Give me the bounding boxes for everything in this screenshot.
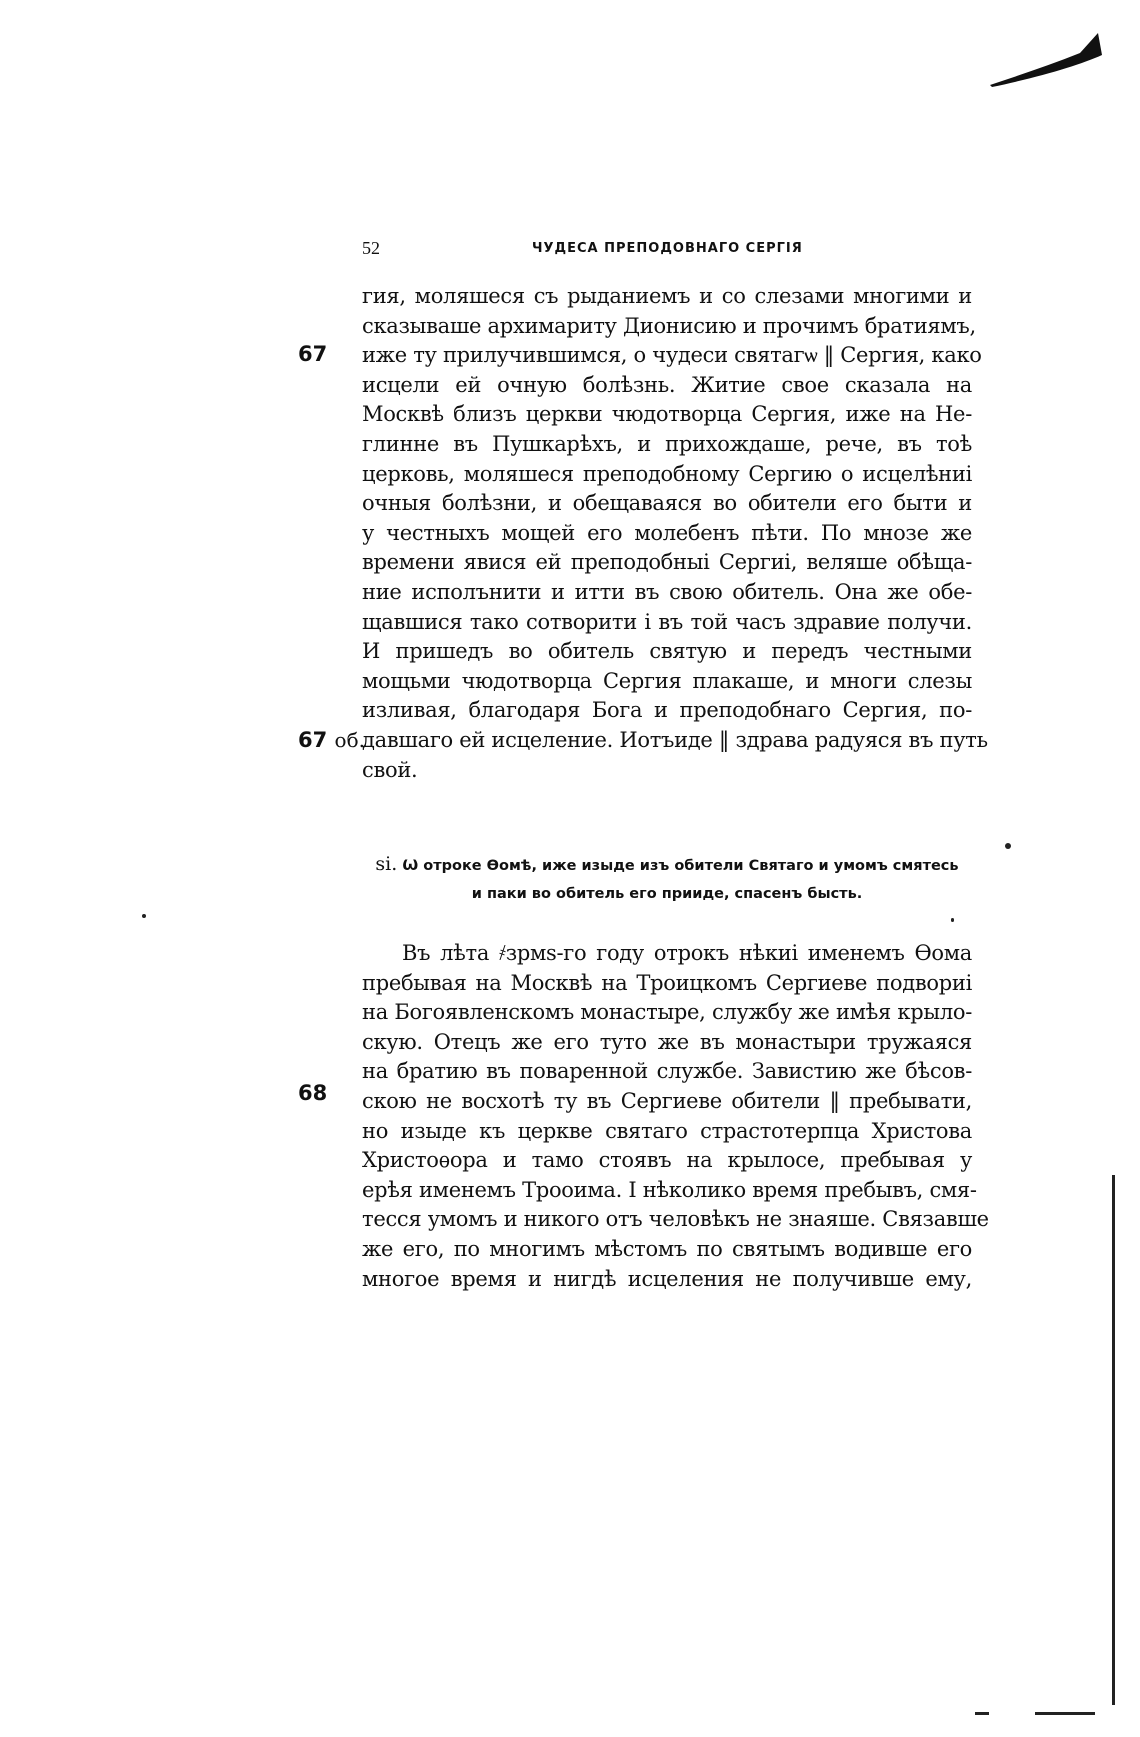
paragraph-continuation — [362, 282, 988, 785]
margin-folio-note — [298, 342, 327, 366]
text-line: И пришедъ во обитель святую и передъ честными — [362, 639, 972, 664]
chapter-heading-line — [362, 850, 972, 880]
scan-speck — [142, 914, 146, 918]
text-line: очныя болѣзни, и обещаваяся во обители его быти и — [362, 491, 972, 516]
margin-folio-note — [298, 1081, 327, 1105]
text-line: глинне въ Пушкарѣхъ, и прихождаше, рече, въ тоѣ — [362, 431, 972, 456]
margin-folio-note — [298, 728, 365, 752]
margin-folio-suffix: об. — [334, 728, 365, 752]
text-line: давшаго ей исцеление. Иотъиде ‖ здрава радуяся въ путь — [362, 727, 988, 752]
scan-speck — [1005, 843, 1011, 849]
text-line: сказываше архимариту Дионисию и прочимъ братиямъ, — [362, 313, 976, 338]
text-line: же его, по многимъ мѣстомъ по святымъ водивше его — [362, 1236, 972, 1261]
chapter-title-line1: Ѡ отроке Ѳомѣ, иже изыде изъ обители Святаго и умомъ смятесь — [402, 858, 959, 874]
running-title: ЧУДЕСА ПРЕПОДОВНАГО СЕРГІЯ — [532, 241, 803, 256]
text-line: иже ту прилучившимся, о чудеси святагѡ ‖ Сергия, како — [362, 343, 982, 368]
text-line: изливая, благодаря Бога и преподобнаго Сергия, по- — [362, 698, 972, 723]
chapter-number: ѕі. — [375, 853, 398, 875]
ink-smudge-mark — [980, 25, 1110, 95]
chapter-heading — [362, 850, 972, 908]
text-line: на братию въ поваренной службе. Завистию же бѣсов- — [362, 1059, 972, 1084]
text-line: ние исполънити и итти въ свою обитель. Она же обе- — [362, 579, 972, 604]
text-line: свой. — [362, 757, 418, 782]
text-line: гия, моляшеся съ рыданиемъ и со слезами многими и — [362, 284, 972, 308]
text-line: Москвѣ близъ церкви чюдотворца Сергия, иже на Не- — [362, 402, 972, 427]
text-line: церковь, моляшеся преподобному Сергию о исцелѣниі — [362, 461, 972, 486]
paragraph-main — [362, 939, 989, 1294]
text-line: на Богоявленскомъ монастыре, службу же имѣя крыло- — [362, 1000, 972, 1025]
scan-edge-line — [1035, 1712, 1095, 1715]
scan-edge-line — [1112, 1175, 1115, 1705]
text-line: тесся умомъ и никого отъ человѣкъ не знаяше. Связавше — [362, 1207, 989, 1232]
margin-folio-number: 67 — [298, 342, 328, 366]
chapter-title-line2: и паки во обитель его прииде, спасенъ бысть. — [471, 886, 863, 902]
text-line: пребывая на Москвѣ на Троицкомъ Сергиеве подвориі — [362, 970, 972, 995]
margin-folio-number: 68 — [298, 1081, 328, 1105]
scan-speck — [975, 1712, 989, 1715]
text-line: многое время и нигдѣ исцеления не получивше ему, — [362, 1266, 972, 1291]
text-line: но изыде къ церкве святаго страстотерпца Христова — [362, 1118, 972, 1143]
text-line: Въ лѣта ҂зрмѕ-го году отрокъ нѣкиі именемъ Ѳома — [402, 941, 972, 965]
text-line: мощьми чюдотворца Сергия плакаше, и многи слезы — [362, 668, 972, 693]
text-line: ерѣя именемъ Трооима. І нѣколико время пребывъ, смя- — [362, 1177, 977, 1202]
text-line: Христоѳора и тамо стоявъ на крылосе, пребывая у — [362, 1148, 972, 1173]
text-line: скою не восхотѣ ту въ Сергиеве обители ‖ пребывати, — [362, 1088, 972, 1113]
scan-speck — [951, 918, 954, 922]
text-line: щавшися тако сотворити і въ той часъ здравие получи. — [362, 609, 972, 634]
text-line: времени явися ей преподобныі Сергиі, веляше обѣща- — [362, 550, 972, 575]
page-number: 52 — [362, 238, 380, 258]
margin-folio-number: 67 — [298, 728, 328, 752]
text-line: у честныхъ мощей его молебенъ пѣти. По мнозе же — [362, 520, 972, 545]
text-line: исцели ей очную болѣзнь. Житие свое сказала на — [362, 372, 972, 397]
text-line: скую. Отецъ же его туто же въ монастыри тружаяся — [362, 1029, 972, 1054]
